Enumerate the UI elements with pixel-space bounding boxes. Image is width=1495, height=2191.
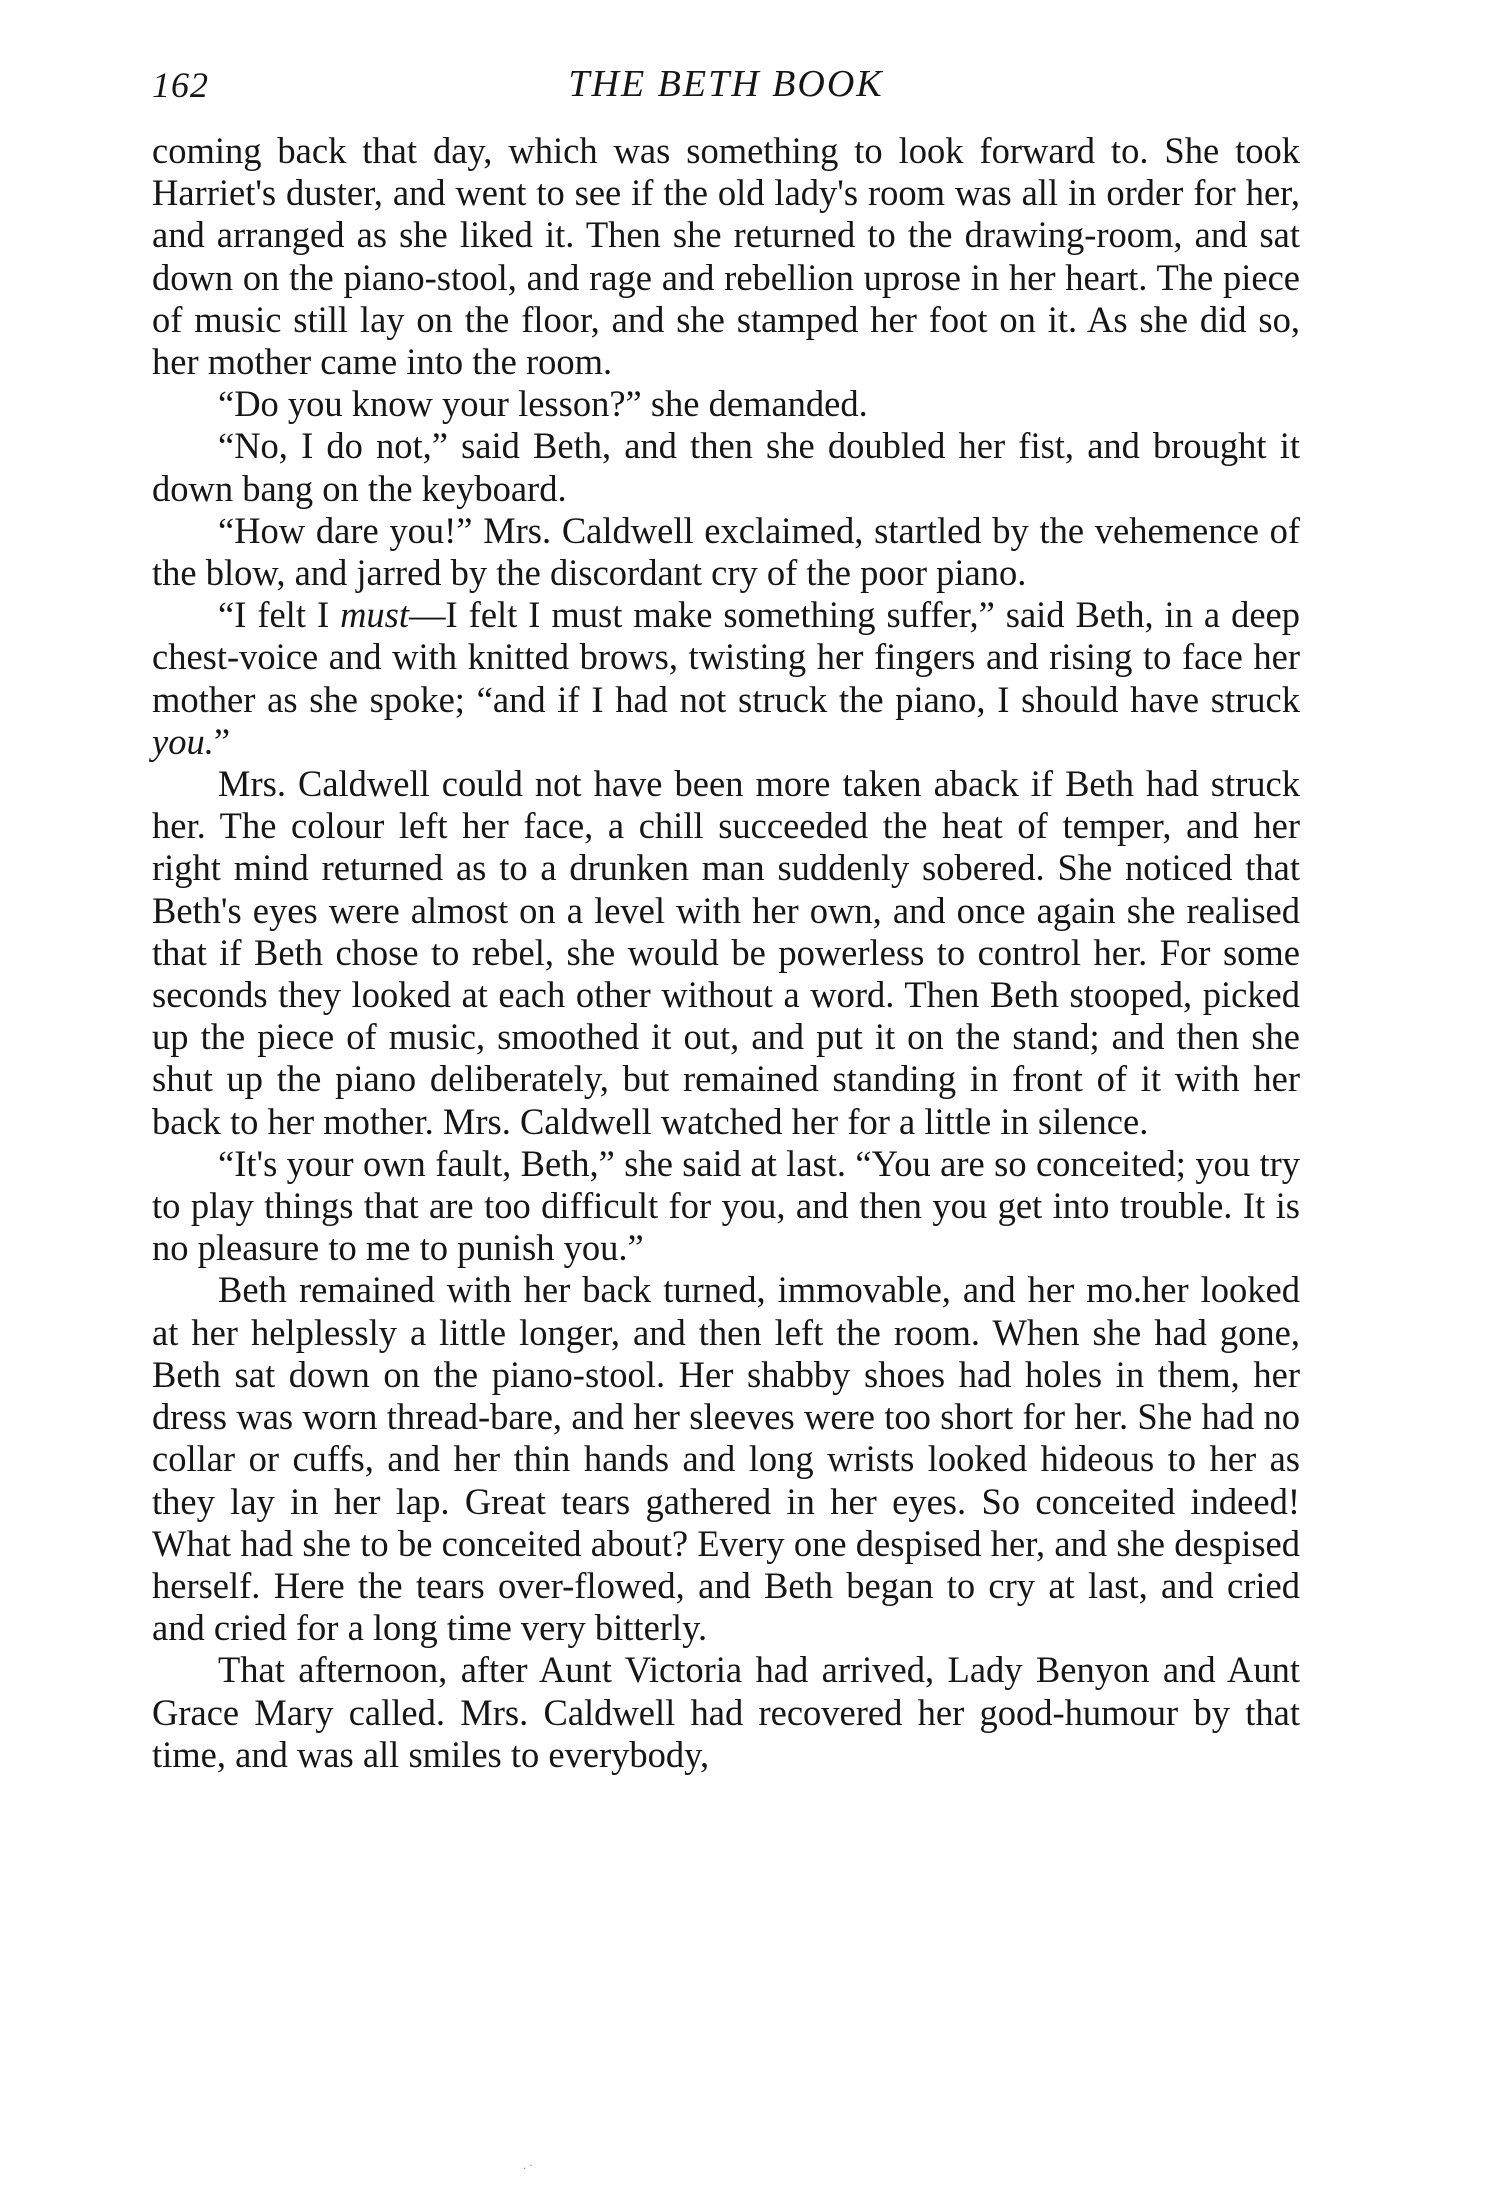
- body-text: [152, 130, 1300, 1776]
- paragraph: [152, 1269, 1300, 1649]
- paragraph: [152, 425, 1300, 509]
- paragraph: [152, 763, 1300, 1143]
- italic-text: must: [340, 594, 410, 636]
- text-run: “No, I do not,” said Beth, and then she doubled her fist, and brought it down bang on the keyboard.: [152, 425, 1300, 509]
- paragraph: [152, 130, 1300, 383]
- italic-text: you.: [152, 720, 214, 762]
- text-run: coming back that day, which was something to look forward to. She took Harriet's duster, and went to see if the old lady's room was all in order for her, and arranged as she liked it. Then she returned to the drawing-room, and sat down on the piano-stool, and rage and rebellion uprose in her heart. The piece of music still lay on the floor, and she stamped her foot on it. As she did so, her mother came into the room.: [152, 130, 1300, 383]
- book-page: [152, 58, 1300, 1776]
- page-number: 162: [152, 65, 209, 105]
- text-run: “Do you know your lesson?” she demanded.: [218, 383, 868, 425]
- text-run: That afternoon, after Aunt Victoria had arrived, Lady Benyon and Aunt Grace Mary called. Mrs. Caldwell had recovered her good-humour by that time, and was all smiles to everybody,: [152, 1649, 1300, 1775]
- scan-speck: .·: [523, 2158, 536, 2172]
- paragraph: [152, 1649, 1300, 1776]
- paragraph: [152, 1143, 1300, 1270]
- paragraph: [152, 510, 1300, 594]
- text-run: “It's your own fault, Beth,” she said at last. “You are so conceited; you try to play things that are too difficult for you, and then you get into trouble. It is no pleasure to me to punish you.”: [152, 1142, 1300, 1269]
- text-run: “How dare you!” Mrs. Caldwell exclaimed, startled by the vehemence of the blow, and jarred by the discordant cry of the poor piano.: [152, 509, 1300, 594]
- running-head: [152, 58, 1300, 110]
- text-run: —I felt I must make something suffer,” said Beth, in a deep chest-voice and with knitted brows, twisting her fingers and rising to face her mother as she spoke; “and if I had not struck the piano, I should have struck: [152, 594, 1300, 720]
- paragraph: [152, 383, 1300, 425]
- running-title: THE BETH BOOK: [568, 63, 884, 105]
- text-run: ”: [213, 720, 231, 762]
- text-run: Mrs. Caldwell could not have been more taken aback if Beth had struck her. The colour left her face, a chill succeeded the heat of temper, and her right mind returned as to a drunken man suddenly sobered. She noticed that Beth's eyes were almost on a level with her own, and once again she realised that if Beth chose to rebel, she would be powerless to control her. For some seconds they looked at each other without a word. Then Beth stooped, picked up the piece of music, smoothed it out, and put it on the stand; and then she shut up the piano deliberately, but remained standing in front of it with her back to her mother. Mrs. Caldwell watched her for a little in silence.: [152, 763, 1300, 1142]
- text-run: “I felt I: [218, 594, 341, 636]
- text-run: Beth remained with her back turned, immovable, and her mo.her looked at her helplessly a little longer, and then left the room. When she had gone, Beth sat down on the piano-stool. Her shabby shoes had holes in them, her dress was worn thread-bare, and her sleeves were too short for her. She had no collar or cuffs, and her thin hands and long wrists looked hideous to her as they lay in her lap. Great tears gathered in her eyes. So conceited indeed! What had she to be conceited about? Every one despised her, and she despised herself. Here the tears over-flowed, and Beth began to cry at last, and cried and cried for a long time very bitterly.: [152, 1269, 1300, 1649]
- paragraph: [152, 594, 1300, 763]
